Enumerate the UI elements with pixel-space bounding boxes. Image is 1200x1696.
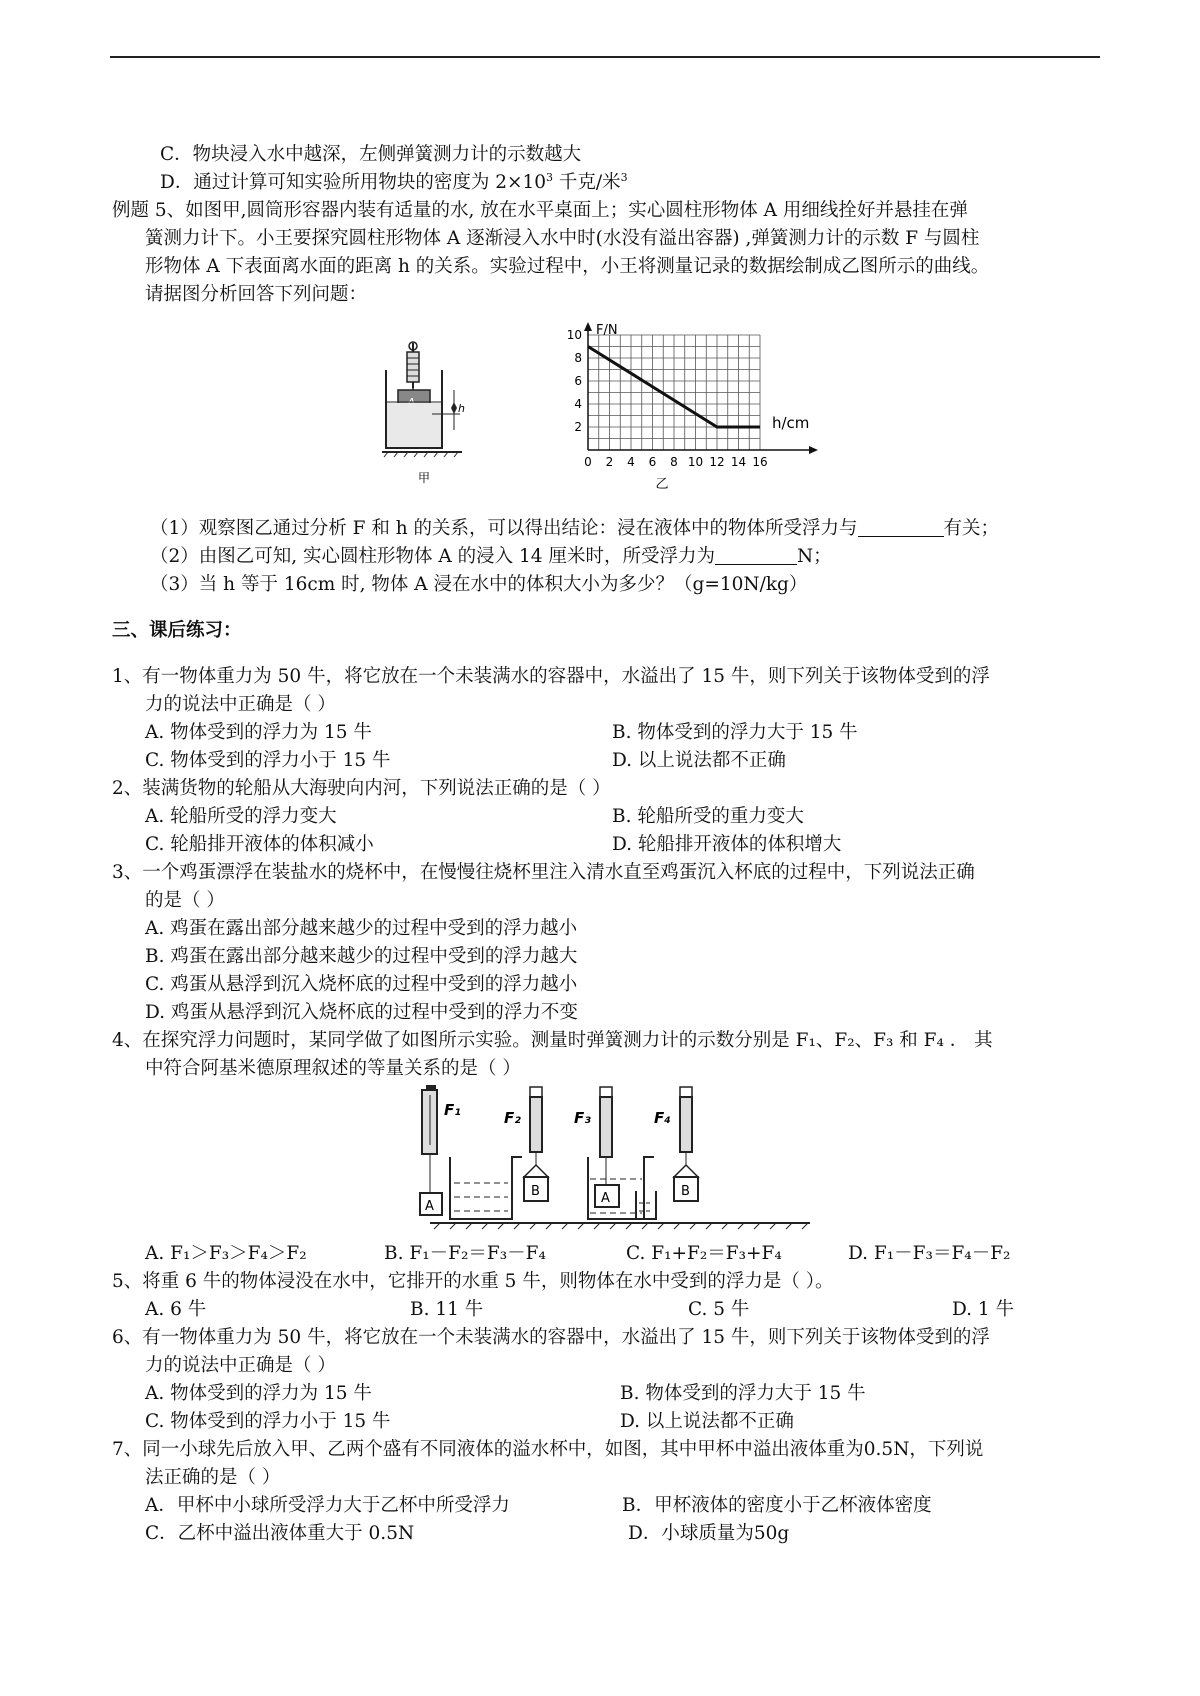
- x-tick-label: 16: [752, 455, 768, 469]
- practice-1-option-c: C. 物体受到的浮力小于 15 牛: [145, 750, 391, 771]
- x-tick-label: 12: [709, 455, 725, 469]
- practice-2-option-b: B. 轮船所受的重力变大: [612, 806, 804, 827]
- figure-four-weighings: [425, 1085, 810, 1235]
- practice-5-option-d: D. 1 牛: [952, 1299, 1015, 1320]
- practice-6-line1: 6、有一物体重力为 50 牛，将它放在一个未装满水的容器中，水溢出了 15 牛，则下列关于该物体受到的浮: [112, 1327, 990, 1348]
- answer-blank-2[interactable]: [715, 546, 797, 565]
- practice-5-option-a: A. 6 牛: [145, 1299, 207, 1320]
- practice-4-line1: 4、在探究浮力问题时，某同学做了如图所示实验。测量时弹簧测力计的示数分别是 F₁、F₂、F₃ 和 F₄ ． 其: [112, 1030, 993, 1051]
- header-rule: [110, 56, 1100, 58]
- label-f2: F₂: [504, 1109, 521, 1127]
- question-1: （1）观察图乙通过分析 F 和 h 的关系，可以得出结论：浸在液体中的物体所受浮力与 有关；: [150, 518, 1000, 539]
- practice-7-option-c: C．乙杯中溢出液体重大于 0.5N: [145, 1523, 415, 1544]
- figure-jia: [370, 340, 480, 490]
- practice-6-option-b: B. 物体受到的浮力大于 15 牛: [620, 1383, 866, 1404]
- practice-1-line2: 力的说法中正确是（ ）: [145, 694, 336, 715]
- practice-7-option-a: A．甲杯中小球所受浮力大于乙杯中所受浮力: [145, 1495, 510, 1516]
- x-tick-label: 14: [730, 455, 747, 469]
- y-tick-label: 8: [574, 351, 582, 365]
- practice-4-option-c: C. F₁+F₂＝F₃+F₄: [626, 1243, 782, 1264]
- block-a-1: A: [425, 1199, 434, 1214]
- practice-5-option-c: C. 5 牛: [688, 1299, 750, 1320]
- example5-line2: 簧测力计下。小王要探究圆柱形物体 A 逐渐浸入水中时(水没有溢出容器) ,弹簧测力计的示数 F 与圆柱: [145, 228, 980, 249]
- practice-2-line1: 2、装满货物的轮船从大海驶向内河，下列说法正确的是（ ）: [112, 778, 611, 799]
- label-f1: F₁: [444, 1101, 461, 1119]
- option-c-previous: C．物块浸入水中越深，左侧弹簧测力计的示数越大: [160, 144, 582, 165]
- practice-5-line1: 5、将重 6 牛的物体浸没在水中，它排开的水重 5 牛，则物体在水中受到的浮力是（ ）。: [112, 1271, 834, 1292]
- practice-6-option-c: C. 物体受到的浮力小于 15 牛: [145, 1411, 391, 1432]
- practice-2-option-d: D. 轮船排开液体的体积增大: [612, 834, 842, 855]
- y-axis-label: F/N: [596, 323, 618, 338]
- practice-7-line1: 7、同一小球先后放入甲、乙两个盛有不同液体的溢水杯中，如图，其中甲杯中溢出液体重为0.5N，下列说: [112, 1439, 984, 1460]
- practice-7-option-b: B．甲杯液体的密度小于乙杯液体密度: [622, 1495, 932, 1516]
- practice-1-option-b: B. 物体受到的浮力大于 15 牛: [612, 722, 858, 743]
- answer-blank-1[interactable]: [858, 518, 944, 537]
- practice-3-option-c: C. 鸡蛋从悬浮到沉入烧杯底的过程中受到的浮力越小: [145, 974, 578, 995]
- practice-4-option-b: B. F₁－F₂＝F₃－F₄: [384, 1243, 546, 1264]
- label-f4: F₄: [654, 1109, 671, 1127]
- practice-1-option-a: A. 物体受到的浮力为 15 牛: [145, 722, 372, 743]
- practice-5-option-b: B. 11 牛: [410, 1299, 484, 1320]
- y-tick-label: 6: [574, 374, 582, 388]
- x-tick-label: 2: [605, 455, 614, 469]
- y-tick-label: 10: [566, 328, 582, 342]
- x-tick-label: 10: [687, 455, 704, 469]
- practice-6-line2: 力的说法中正确是（ ）: [145, 1355, 336, 1376]
- x-tick-label: 4: [627, 455, 635, 469]
- block-a-3: A: [601, 1191, 610, 1206]
- y-tick-label: 2: [574, 420, 582, 434]
- practice-2-option-c: C. 轮船排开液体的体积减小: [145, 834, 374, 855]
- example5-line4: 请据图分析回答下列问题：: [145, 284, 368, 305]
- practice-4-line2: 中符合阿基米德原理叙述的等量关系的是（ ）: [145, 1058, 521, 1079]
- option-d-previous: D．通过计算可知实验所用物块的密度为 $2\times 10^3$ 千克/米$^3$: [160, 171, 628, 193]
- practice-3-line2: 的是（ ）: [145, 890, 225, 911]
- example5-line1: 例题 5、如图甲,圆筒形容器内装有适量的水, 放在水平桌面上；实心圆柱形物体 A 用细线拴好并悬挂在弹: [112, 200, 968, 221]
- x-tick-label: 0: [584, 455, 592, 469]
- x-axis-label: h/cm: [772, 414, 810, 432]
- y-axis-arrow: [584, 322, 592, 331]
- label-f3: F₃: [574, 1109, 591, 1127]
- block-b-2: B: [531, 1184, 540, 1199]
- practice-6-option-a: A. 物体受到的浮力为 15 牛: [145, 1383, 372, 1404]
- practice-2-option-a: A. 轮船所受的浮力变大: [145, 806, 337, 827]
- x-axis-arrow: [809, 446, 818, 454]
- example5-line3: 形物体 A 下表面离水面的距离 h 的关系。实验过程中，小王将测量记录的数据绘制成乙图所示的曲线。: [145, 256, 990, 277]
- x-tick-label: 8: [670, 455, 678, 469]
- figure-jia-caption: 甲: [418, 471, 431, 485]
- practice-1-option-d: D. 以上说法都不正确: [612, 750, 786, 771]
- practice-6-option-d: D. 以上说法都不正确: [620, 1411, 794, 1432]
- practice-7-line2: 法正确的是（ ）: [145, 1467, 281, 1488]
- question-3: （3）当 h 等于 16cm 时, 物体 A 浸在水中的体积大小为多少？（g=10N/kg）: [150, 574, 808, 595]
- section-heading: 三、课后练习：: [112, 620, 242, 641]
- chart-yi: [548, 320, 838, 505]
- practice-7-option-d: D．小球质量为50g: [628, 1523, 790, 1544]
- y-tick-label: 4: [574, 397, 582, 411]
- practice-1-line1: 1、有一物体重力为 50 牛，将它放在一个未装满水的容器中，水溢出了 15 牛，则下列关于该物体受到的浮: [112, 666, 990, 687]
- practice-3-option-a: A. 鸡蛋在露出部分越来越少的过程中受到的浮力越小: [145, 918, 578, 939]
- practice-3-option-d: D. 鸡蛋从悬浮到沉入烧杯底的过程中受到的浮力不变: [145, 1002, 578, 1023]
- x-tick-label: 6: [648, 455, 657, 469]
- practice-3-line1: 3、一个鸡蛋漂浮在装盐水的烧杯中，在慢慢往烧杯里注入清水直至鸡蛋沉入杯底的过程中，下列说法正确: [112, 862, 975, 883]
- practice-4-option-d: D. F₁－F₃＝F₄－F₂: [848, 1243, 1011, 1264]
- question-2: （2）由图乙可知, 实心圆柱形物体 A 的浸入 14 厘米时，所受浮力为 N；: [150, 546, 832, 567]
- practice-3-option-b: B. 鸡蛋在露出部分越来越少的过程中受到的浮力越大: [145, 946, 578, 967]
- chart-caption: 乙: [655, 477, 669, 492]
- practice-4-option-a: A. F₁＞F₃＞F₄＞F₂: [145, 1243, 307, 1264]
- h-label: h: [458, 402, 465, 415]
- block-b-4: B: [681, 1184, 690, 1199]
